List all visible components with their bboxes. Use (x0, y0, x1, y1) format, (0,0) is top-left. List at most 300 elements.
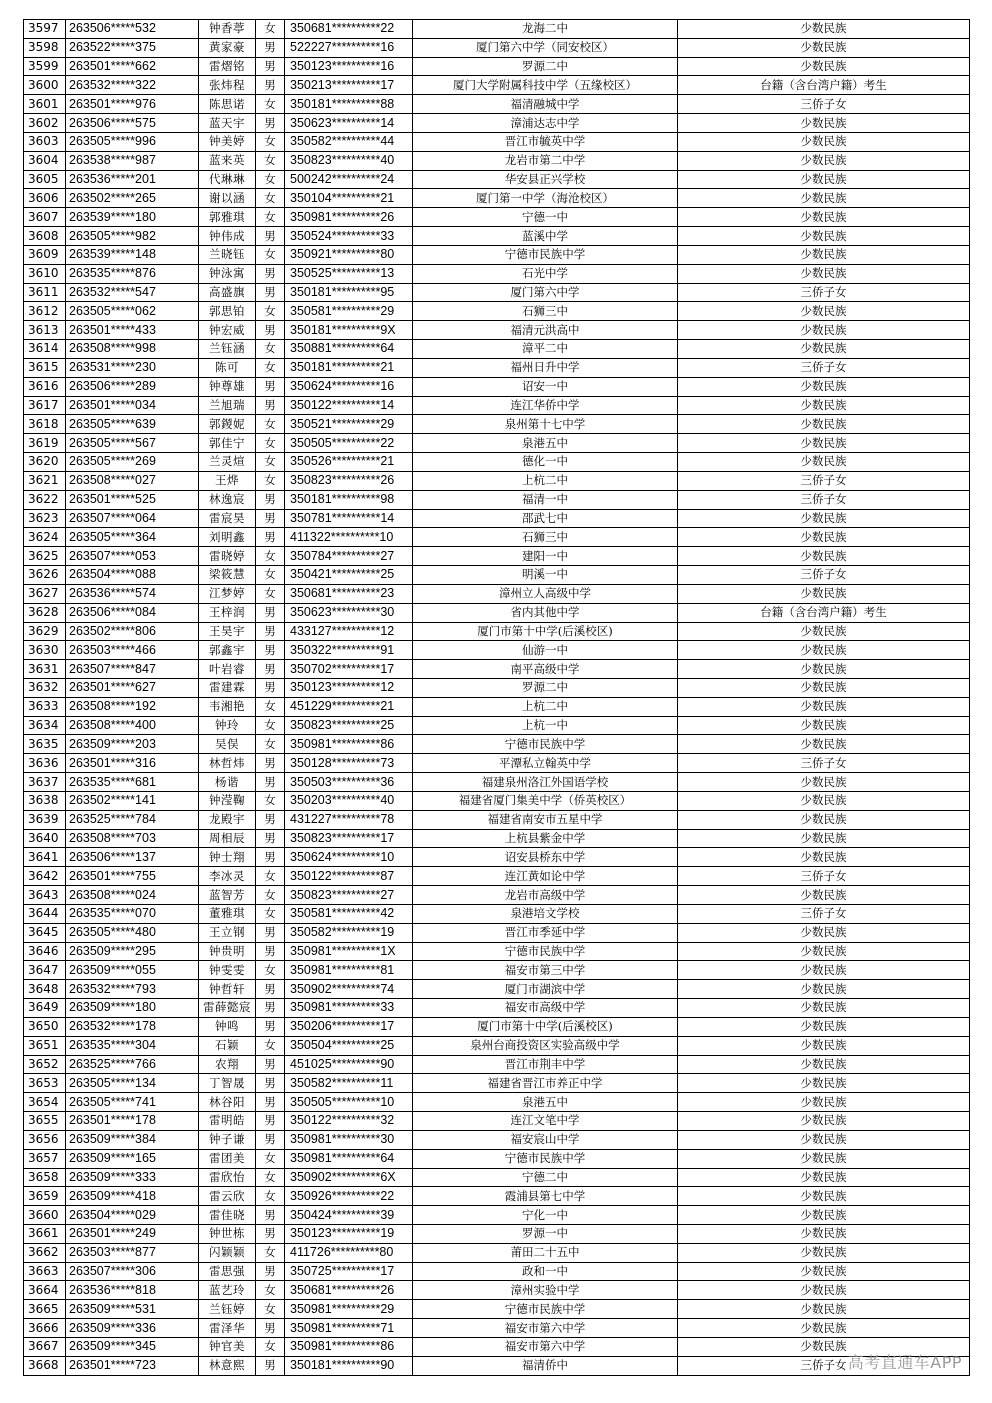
category-cell: 少数民族 (678, 716, 970, 735)
student-name-cell: 郭佳宁 (199, 434, 256, 453)
row-number-cell: 3658 (24, 1168, 66, 1187)
watermark-text: 高考直通车APP (847, 1353, 962, 1372)
student-name-cell: 丁智晟 (199, 1074, 256, 1093)
exam-id-cell: 263501*****316 (66, 754, 199, 773)
table-row (24, 980, 970, 999)
row-number-cell: 3632 (24, 678, 66, 697)
category-cell: 少数民族 (678, 791, 970, 810)
table-row (24, 1130, 970, 1149)
school-name-cell: 福建省厦门集美中学（侨英校区） (413, 791, 678, 810)
exam-id-cell: 263505*****269 (66, 453, 199, 472)
category-cell: 少数民族 (678, 829, 970, 848)
exam-id-cell: 263509*****165 (66, 1149, 199, 1168)
category-cell: 少数民族 (678, 170, 970, 189)
table-row (24, 566, 970, 585)
student-name-cell: 兰钰婷 (199, 1300, 256, 1319)
category-cell: 少数民族 (678, 697, 970, 716)
category-cell: 少数民族 (678, 1093, 970, 1112)
school-name-cell: 福建省晋江市养正中学 (413, 1074, 678, 1093)
school-name-cell: 宁德市民族中学 (413, 1300, 678, 1319)
category-cell: 少数民族 (678, 57, 970, 76)
exam-id-cell: 263509*****295 (66, 942, 199, 961)
document-page (23, 19, 969, 1376)
exam-id-cell: 263508*****703 (66, 829, 199, 848)
exam-id-cell: 263525*****784 (66, 810, 199, 829)
student-name-cell: 高盛旗 (199, 283, 256, 302)
table-row (24, 340, 970, 359)
exam-id-cell: 263501*****433 (66, 321, 199, 340)
table-row (24, 678, 970, 697)
id-number-cell: 350521**********29 (285, 415, 413, 434)
id-number-cell: 431227**********78 (285, 810, 413, 829)
table-row (24, 697, 970, 716)
row-number-cell: 3665 (24, 1300, 66, 1319)
school-name-cell: 石狮三中 (413, 528, 678, 547)
table-row (24, 867, 970, 886)
gender-cell: 女 (256, 1281, 285, 1300)
category-cell: 少数民族 (678, 1187, 970, 1206)
id-number-cell: 350503**********36 (285, 773, 413, 792)
exam-id-cell: 263501*****178 (66, 1112, 199, 1131)
exam-id-cell: 263535*****681 (66, 773, 199, 792)
gender-cell: 男 (256, 321, 285, 340)
id-number-cell: 350981**********33 (285, 999, 413, 1018)
category-cell: 少数民族 (678, 678, 970, 697)
table-row (24, 76, 970, 95)
gender-cell: 女 (256, 358, 285, 377)
school-name-cell: 厦门第一中学（海沧校区） (413, 189, 678, 208)
id-number-cell: 350122**********87 (285, 867, 413, 886)
student-name-cell: 雷团美 (199, 1149, 256, 1168)
exam-id-cell: 263538*****987 (66, 151, 199, 170)
id-number-cell: 350181**********21 (285, 358, 413, 377)
table-row (24, 471, 970, 490)
student-name-cell: 杨谐 (199, 773, 256, 792)
table-row (24, 1093, 970, 1112)
id-number-cell: 451229**********21 (285, 697, 413, 716)
gender-cell: 男 (256, 264, 285, 283)
school-name-cell: 上杭一中 (413, 716, 678, 735)
exam-id-cell: 263501*****249 (66, 1225, 199, 1244)
exam-id-cell: 263506*****084 (66, 603, 199, 622)
table-row (24, 1281, 970, 1300)
gender-cell: 女 (256, 1168, 285, 1187)
id-number-cell: 350123**********16 (285, 57, 413, 76)
student-name-cell: 雷薛懿宸 (199, 999, 256, 1018)
id-number-cell: 350505**********22 (285, 434, 413, 453)
category-cell: 少数民族 (678, 434, 970, 453)
category-cell: 少数民族 (678, 377, 970, 396)
table-row (24, 584, 970, 603)
category-cell: 少数民族 (678, 810, 970, 829)
gender-cell: 女 (256, 697, 285, 716)
student-name-cell: 钟士翔 (199, 848, 256, 867)
table-row (24, 20, 970, 39)
row-number-cell: 3652 (24, 1055, 66, 1074)
row-number-cell: 3617 (24, 396, 66, 415)
id-number-cell: 350582**********11 (285, 1074, 413, 1093)
student-name-cell: 林谷阳 (199, 1093, 256, 1112)
row-number-cell: 3648 (24, 980, 66, 999)
id-number-cell: 350181**********90 (285, 1356, 413, 1375)
row-number-cell: 3656 (24, 1130, 66, 1149)
category-cell: 少数民族 (678, 415, 970, 434)
row-number-cell: 3606 (24, 189, 66, 208)
row-number-cell: 3603 (24, 132, 66, 151)
exam-id-cell: 263508*****027 (66, 471, 199, 490)
student-name-cell: 郭鑫宇 (199, 641, 256, 660)
school-name-cell: 晋江市荆丰中学 (413, 1055, 678, 1074)
row-number-cell: 3637 (24, 773, 66, 792)
school-name-cell: 霞浦县第七中学 (413, 1187, 678, 1206)
gender-cell: 男 (256, 942, 285, 961)
table-row (24, 1036, 970, 1055)
row-number-cell: 3618 (24, 415, 66, 434)
table-row (24, 1356, 970, 1375)
exam-id-cell: 263505*****982 (66, 227, 199, 246)
exam-id-cell: 263509*****055 (66, 961, 199, 980)
exam-id-cell: 263507*****306 (66, 1262, 199, 1281)
id-number-cell: 500242**********24 (285, 170, 413, 189)
id-number-cell: 350213**********17 (285, 76, 413, 95)
exam-id-cell: 263505*****364 (66, 528, 199, 547)
student-name-cell: 钟哲轩 (199, 980, 256, 999)
exam-id-cell: 263505*****134 (66, 1074, 199, 1093)
school-name-cell: 诏安一中 (413, 377, 678, 396)
exam-id-cell: 263536*****818 (66, 1281, 199, 1300)
school-name-cell: 厦门市湖滨中学 (413, 980, 678, 999)
row-number-cell: 3667 (24, 1337, 66, 1356)
student-name-cell: 钟泳寓 (199, 264, 256, 283)
category-cell: 少数民族 (678, 1074, 970, 1093)
school-name-cell: 龙海二中 (413, 20, 678, 39)
row-number-cell: 3626 (24, 566, 66, 585)
student-name-cell: 兰钰涵 (199, 340, 256, 359)
category-cell: 少数民族 (678, 1130, 970, 1149)
row-number-cell: 3666 (24, 1319, 66, 1338)
gender-cell: 女 (256, 189, 285, 208)
student-name-cell: 钟滢鞠 (199, 791, 256, 810)
student-name-cell: 钟香葶 (199, 20, 256, 39)
table-row (24, 961, 970, 980)
exam-id-cell: 263505*****996 (66, 132, 199, 151)
student-name-cell: 蓝天宇 (199, 114, 256, 133)
table-row (24, 302, 970, 321)
row-number-cell: 3616 (24, 377, 66, 396)
student-name-cell: 雷思强 (199, 1262, 256, 1281)
gender-cell: 男 (256, 810, 285, 829)
category-cell: 少数民族 (678, 245, 970, 264)
student-name-cell: 周相辰 (199, 829, 256, 848)
category-cell: 少数民族 (678, 622, 970, 641)
table-row (24, 1112, 970, 1131)
student-name-cell: 龙殿宇 (199, 810, 256, 829)
exam-id-cell: 263535*****876 (66, 264, 199, 283)
gender-cell: 男 (256, 603, 285, 622)
category-cell: 少数民族 (678, 227, 970, 246)
exam-id-cell: 263509*****384 (66, 1130, 199, 1149)
table-row (24, 227, 970, 246)
exam-id-cell: 263532*****547 (66, 283, 199, 302)
table-row (24, 170, 970, 189)
row-number-cell: 3650 (24, 1017, 66, 1036)
table-row (24, 1300, 970, 1319)
id-number-cell: 350624**********16 (285, 377, 413, 396)
row-number-cell: 3633 (24, 697, 66, 716)
gender-cell: 男 (256, 980, 285, 999)
school-name-cell: 厦门大学附属科技中学（五缘校区） (413, 76, 678, 95)
id-number-cell: 350981**********64 (285, 1149, 413, 1168)
category-cell: 少数民族 (678, 114, 970, 133)
category-cell: 三侨子女 (678, 358, 970, 377)
table-row (24, 1243, 970, 1262)
gender-cell: 男 (256, 829, 285, 848)
table-row (24, 999, 970, 1018)
id-number-cell: 350823**********40 (285, 151, 413, 170)
category-cell: 少数民族 (678, 151, 970, 170)
gender-cell: 女 (256, 735, 285, 754)
school-name-cell: 宁德市民族中学 (413, 735, 678, 754)
id-number-cell: 350181**********9X (285, 321, 413, 340)
gender-cell: 男 (256, 1319, 285, 1338)
student-name-cell: 石颖 (199, 1036, 256, 1055)
student-name-cell: 蓝艺玲 (199, 1281, 256, 1300)
exam-id-cell: 263502*****806 (66, 622, 199, 641)
exam-id-cell: 263532*****793 (66, 980, 199, 999)
row-number-cell: 3645 (24, 923, 66, 942)
row-number-cell: 3663 (24, 1262, 66, 1281)
table-row (24, 773, 970, 792)
student-name-cell: 郭雅琪 (199, 208, 256, 227)
exam-id-cell: 263503*****877 (66, 1243, 199, 1262)
row-number-cell: 3659 (24, 1187, 66, 1206)
exam-id-cell: 263507*****053 (66, 547, 199, 566)
category-cell: 少数民族 (678, 547, 970, 566)
exam-id-cell: 263507*****847 (66, 660, 199, 679)
exam-id-cell: 263504*****029 (66, 1206, 199, 1225)
exam-id-cell: 263506*****532 (66, 20, 199, 39)
id-number-cell: 350582**********19 (285, 923, 413, 942)
exam-id-cell: 263504*****088 (66, 566, 199, 585)
gender-cell: 男 (256, 773, 285, 792)
school-name-cell: 泉州台商投资区实验高级中学 (413, 1036, 678, 1055)
row-number-cell: 3646 (24, 942, 66, 961)
school-name-cell: 连江黄如论中学 (413, 867, 678, 886)
exam-id-cell: 263509*****333 (66, 1168, 199, 1187)
id-number-cell: 350781**********14 (285, 509, 413, 528)
exam-id-cell: 263506*****137 (66, 848, 199, 867)
student-name-cell: 兰晓钰 (199, 245, 256, 264)
school-name-cell: 福安市高级中学 (413, 999, 678, 1018)
gender-cell: 男 (256, 114, 285, 133)
category-cell: 少数民族 (678, 1206, 970, 1225)
category-cell: 三侨子女 (678, 471, 970, 490)
school-name-cell: 罗源一中 (413, 1225, 678, 1244)
student-name-cell: 蓝智芳 (199, 886, 256, 905)
table-row (24, 1319, 970, 1338)
id-number-cell: 350681**********22 (285, 20, 413, 39)
school-name-cell: 华安县正兴学校 (413, 170, 678, 189)
category-cell: 少数民族 (678, 340, 970, 359)
id-number-cell: 350582**********44 (285, 132, 413, 151)
id-number-cell: 350823**********27 (285, 886, 413, 905)
gender-cell: 男 (256, 999, 285, 1018)
table-row (24, 434, 970, 453)
table-row (24, 1187, 970, 1206)
gender-cell: 女 (256, 170, 285, 189)
row-number-cell: 3640 (24, 829, 66, 848)
id-number-cell: 350902**********74 (285, 980, 413, 999)
gender-cell: 男 (256, 283, 285, 302)
exam-id-cell: 263522*****375 (66, 38, 199, 57)
row-number-cell: 3647 (24, 961, 66, 980)
exam-id-cell: 263501*****723 (66, 1356, 199, 1375)
row-number-cell: 3619 (24, 434, 66, 453)
id-number-cell: 350206**********17 (285, 1017, 413, 1036)
row-number-cell: 3625 (24, 547, 66, 566)
school-name-cell: 福建省南安市五星中学 (413, 810, 678, 829)
id-number-cell: 522227**********16 (285, 38, 413, 57)
category-cell: 少数民族 (678, 321, 970, 340)
row-number-cell: 3660 (24, 1206, 66, 1225)
table-row (24, 1225, 970, 1244)
id-number-cell: 350902**********6X (285, 1168, 413, 1187)
school-name-cell: 福清融城中学 (413, 95, 678, 114)
category-cell: 三侨子女 (678, 1356, 970, 1375)
table-row (24, 528, 970, 547)
student-name-cell: 雷宸昊 (199, 509, 256, 528)
table-row (24, 1017, 970, 1036)
exam-id-cell: 263539*****180 (66, 208, 199, 227)
row-number-cell: 3620 (24, 453, 66, 472)
school-name-cell: 泉港五中 (413, 434, 678, 453)
exam-id-cell: 263501*****034 (66, 396, 199, 415)
exam-id-cell: 263531*****230 (66, 358, 199, 377)
row-number-cell: 3654 (24, 1093, 66, 1112)
student-name-cell: 钟玲 (199, 716, 256, 735)
gender-cell: 女 (256, 245, 285, 264)
student-name-cell: 林哲炜 (199, 754, 256, 773)
category-cell: 三侨子女 (678, 490, 970, 509)
exam-id-cell: 263506*****575 (66, 114, 199, 133)
gender-cell: 男 (256, 1130, 285, 1149)
id-number-cell: 350505**********10 (285, 1093, 413, 1112)
category-cell: 少数民族 (678, 999, 970, 1018)
student-name-cell: 王梓润 (199, 603, 256, 622)
category-cell: 少数民族 (678, 773, 970, 792)
row-number-cell: 3598 (24, 38, 66, 57)
gender-cell: 女 (256, 886, 285, 905)
row-number-cell: 3668 (24, 1356, 66, 1375)
id-number-cell: 350981**********26 (285, 208, 413, 227)
exam-id-cell: 263536*****574 (66, 584, 199, 603)
id-number-cell: 350181**********95 (285, 283, 413, 302)
id-number-cell: 350926**********22 (285, 1187, 413, 1206)
row-number-cell: 3662 (24, 1243, 66, 1262)
gender-cell: 男 (256, 660, 285, 679)
row-number-cell: 3610 (24, 264, 66, 283)
id-number-cell: 350104**********21 (285, 189, 413, 208)
category-cell: 少数民族 (678, 660, 970, 679)
student-name-cell: 钟世栋 (199, 1225, 256, 1244)
table-row (24, 923, 970, 942)
row-number-cell: 3664 (24, 1281, 66, 1300)
school-name-cell: 福清元洪高中 (413, 321, 678, 340)
exam-id-cell: 263525*****766 (66, 1055, 199, 1074)
student-name-cell: 郭鍐妮 (199, 415, 256, 434)
table-row (24, 283, 970, 302)
category-cell: 少数民族 (678, 641, 970, 660)
row-number-cell: 3635 (24, 735, 66, 754)
gender-cell: 女 (256, 904, 285, 923)
gender-cell: 女 (256, 584, 285, 603)
id-number-cell: 350122**********14 (285, 396, 413, 415)
gender-cell: 男 (256, 528, 285, 547)
category-cell: 台籍（含台湾户籍）考生 (678, 76, 970, 95)
id-number-cell: 350823**********25 (285, 716, 413, 735)
school-name-cell: 厦门第六中学（同安校区） (413, 38, 678, 57)
candidate-table (23, 19, 970, 1376)
id-number-cell: 350181**********88 (285, 95, 413, 114)
row-number-cell: 3643 (24, 886, 66, 905)
school-name-cell: 明溪一中 (413, 566, 678, 585)
gender-cell: 男 (256, 1262, 285, 1281)
id-number-cell: 350203**********40 (285, 791, 413, 810)
student-name-cell: 陈思诺 (199, 95, 256, 114)
student-name-cell: 刘明鑫 (199, 528, 256, 547)
row-number-cell: 3641 (24, 848, 66, 867)
student-name-cell: 雷晓婷 (199, 547, 256, 566)
student-name-cell: 钟尊雄 (199, 377, 256, 396)
category-cell: 少数民族 (678, 1281, 970, 1300)
category-cell: 少数民族 (678, 1300, 970, 1319)
school-name-cell: 福安市第三中学 (413, 961, 678, 980)
student-name-cell: 谢以涵 (199, 189, 256, 208)
category-cell: 少数民族 (678, 923, 970, 942)
gender-cell: 男 (256, 923, 285, 942)
category-cell: 三侨子女 (678, 904, 970, 923)
id-number-cell: 350681**********23 (285, 584, 413, 603)
id-number-cell: 350823**********17 (285, 829, 413, 848)
id-number-cell: 350881**********64 (285, 340, 413, 359)
gender-cell: 女 (256, 566, 285, 585)
exam-id-cell: 263509*****203 (66, 735, 199, 754)
exam-id-cell: 263509*****418 (66, 1187, 199, 1206)
school-name-cell: 宁德市民族中学 (413, 245, 678, 264)
school-name-cell: 蓝溪中学 (413, 227, 678, 246)
row-number-cell: 3636 (24, 754, 66, 773)
school-name-cell: 厦门市第十中学(后溪校区) (413, 1017, 678, 1036)
student-name-cell: 钟宏威 (199, 321, 256, 340)
school-name-cell: 石狮三中 (413, 302, 678, 321)
category-cell: 少数民族 (678, 208, 970, 227)
gender-cell: 女 (256, 471, 285, 490)
gender-cell: 男 (256, 622, 285, 641)
category-cell: 少数民族 (678, 1017, 970, 1036)
exam-id-cell: 263505*****062 (66, 302, 199, 321)
row-number-cell: 3629 (24, 622, 66, 641)
category-cell: 少数民族 (678, 38, 970, 57)
gender-cell: 男 (256, 1093, 285, 1112)
id-number-cell: 451025**********90 (285, 1055, 413, 1074)
gender-cell: 男 (256, 1017, 285, 1036)
gender-cell: 男 (256, 1055, 285, 1074)
gender-cell: 女 (256, 867, 285, 886)
table-row (24, 57, 970, 76)
category-cell: 少数民族 (678, 1337, 970, 1356)
id-number-cell: 350181**********98 (285, 490, 413, 509)
gender-cell: 男 (256, 490, 285, 509)
